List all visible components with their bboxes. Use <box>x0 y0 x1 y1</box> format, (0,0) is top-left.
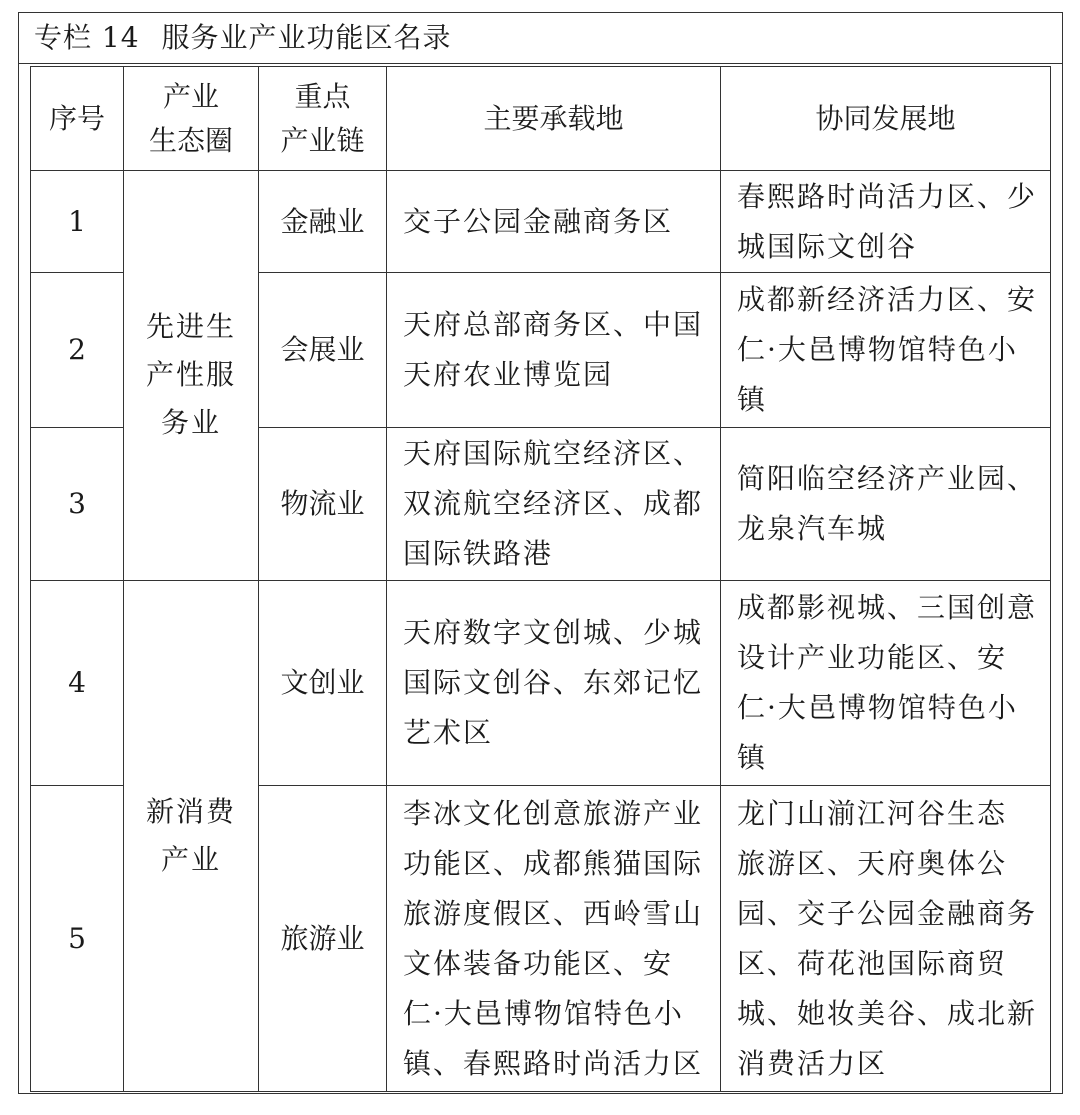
table-caption <box>18 12 1063 64</box>
header-cooperative: 协同发展地 <box>721 67 1051 171</box>
row-cooperative: 成都新经济活力区、安 仁·大邑博物馆特色小 镇 <box>721 273 1051 428</box>
table-row <box>31 581 1051 786</box>
row-chain: 物流业 <box>259 428 387 581</box>
row-cooperative: 龙门山湔江河谷生态 旅游区、天府奥体公 园、交子公园金融商务 区、荷花池国际商贸 城、她妆美谷、成北新 消费活力区 <box>721 786 1051 1092</box>
caption-title: 服务业产业功能区名录 <box>161 21 452 54</box>
ecosystem-line: 先进生 <box>145 310 236 343</box>
row-chain: 旅游业 <box>259 786 387 1092</box>
ecosystem-cell-advanced-services <box>124 171 259 581</box>
header-chain-line2: 产业链 <box>280 123 365 157</box>
header-seq: 序号 <box>31 67 124 171</box>
row-main-host: 天府国际航空经济区、 双流航空经济区、成都 国际铁路港 <box>387 428 721 581</box>
header-row <box>31 67 1051 171</box>
caption-label: 专栏 14 <box>34 21 140 54</box>
row-seq: 5 <box>31 786 124 1092</box>
row-main-host: 交子公园金融商务区 <box>387 171 721 273</box>
row-main-host: 天府数字文创城、少城 国际文创谷、东郊记忆 艺术区 <box>387 581 721 786</box>
ecosystem-line: 产性服 <box>145 358 236 391</box>
table-row <box>31 171 1051 273</box>
row-chain: 文创业 <box>259 581 387 786</box>
row-cooperative: 简阳临空经济产业园、 龙泉汽车城 <box>721 428 1051 581</box>
ecosystem-line: 新消费 <box>145 794 236 828</box>
row-main-host: 李冰文化创意旅游产业 功能区、成都熊猫国际 旅游度假区、西岭雪山 文体装备功能区、安 仁·大邑博物馆特色小 镇、春熙路时尚活力区 <box>387 786 721 1092</box>
ecosystem-line: 务业 <box>160 406 221 439</box>
header-chain <box>259 67 387 171</box>
ecosystem-line: 产业 <box>160 842 221 876</box>
row-cooperative: 成都影视城、三国创意 设计产业功能区、安 仁·大邑博物馆特色小 镇 <box>721 581 1051 786</box>
row-seq: 1 <box>31 171 124 273</box>
header-main-host: 主要承载地 <box>387 67 721 171</box>
header-ecosystem <box>124 67 259 171</box>
header-ecosystem-line1: 产业 <box>162 79 219 113</box>
row-seq: 2 <box>31 273 124 428</box>
row-cooperative: 春熙路时尚活力区、少 城国际文创谷 <box>721 171 1051 273</box>
row-chain: 会展业 <box>259 273 387 428</box>
header-ecosystem-line2: 生态圈 <box>148 123 233 157</box>
directory-table <box>30 66 1051 1092</box>
row-seq: 3 <box>31 428 124 581</box>
header-chain-line1: 重点 <box>294 79 351 113</box>
ecosystem-cell-new-consumption <box>124 581 259 1092</box>
row-main-host: 天府总部商务区、中国 天府农业博览园 <box>387 273 721 428</box>
row-seq: 4 <box>31 581 124 786</box>
row-chain: 金融业 <box>259 171 387 273</box>
